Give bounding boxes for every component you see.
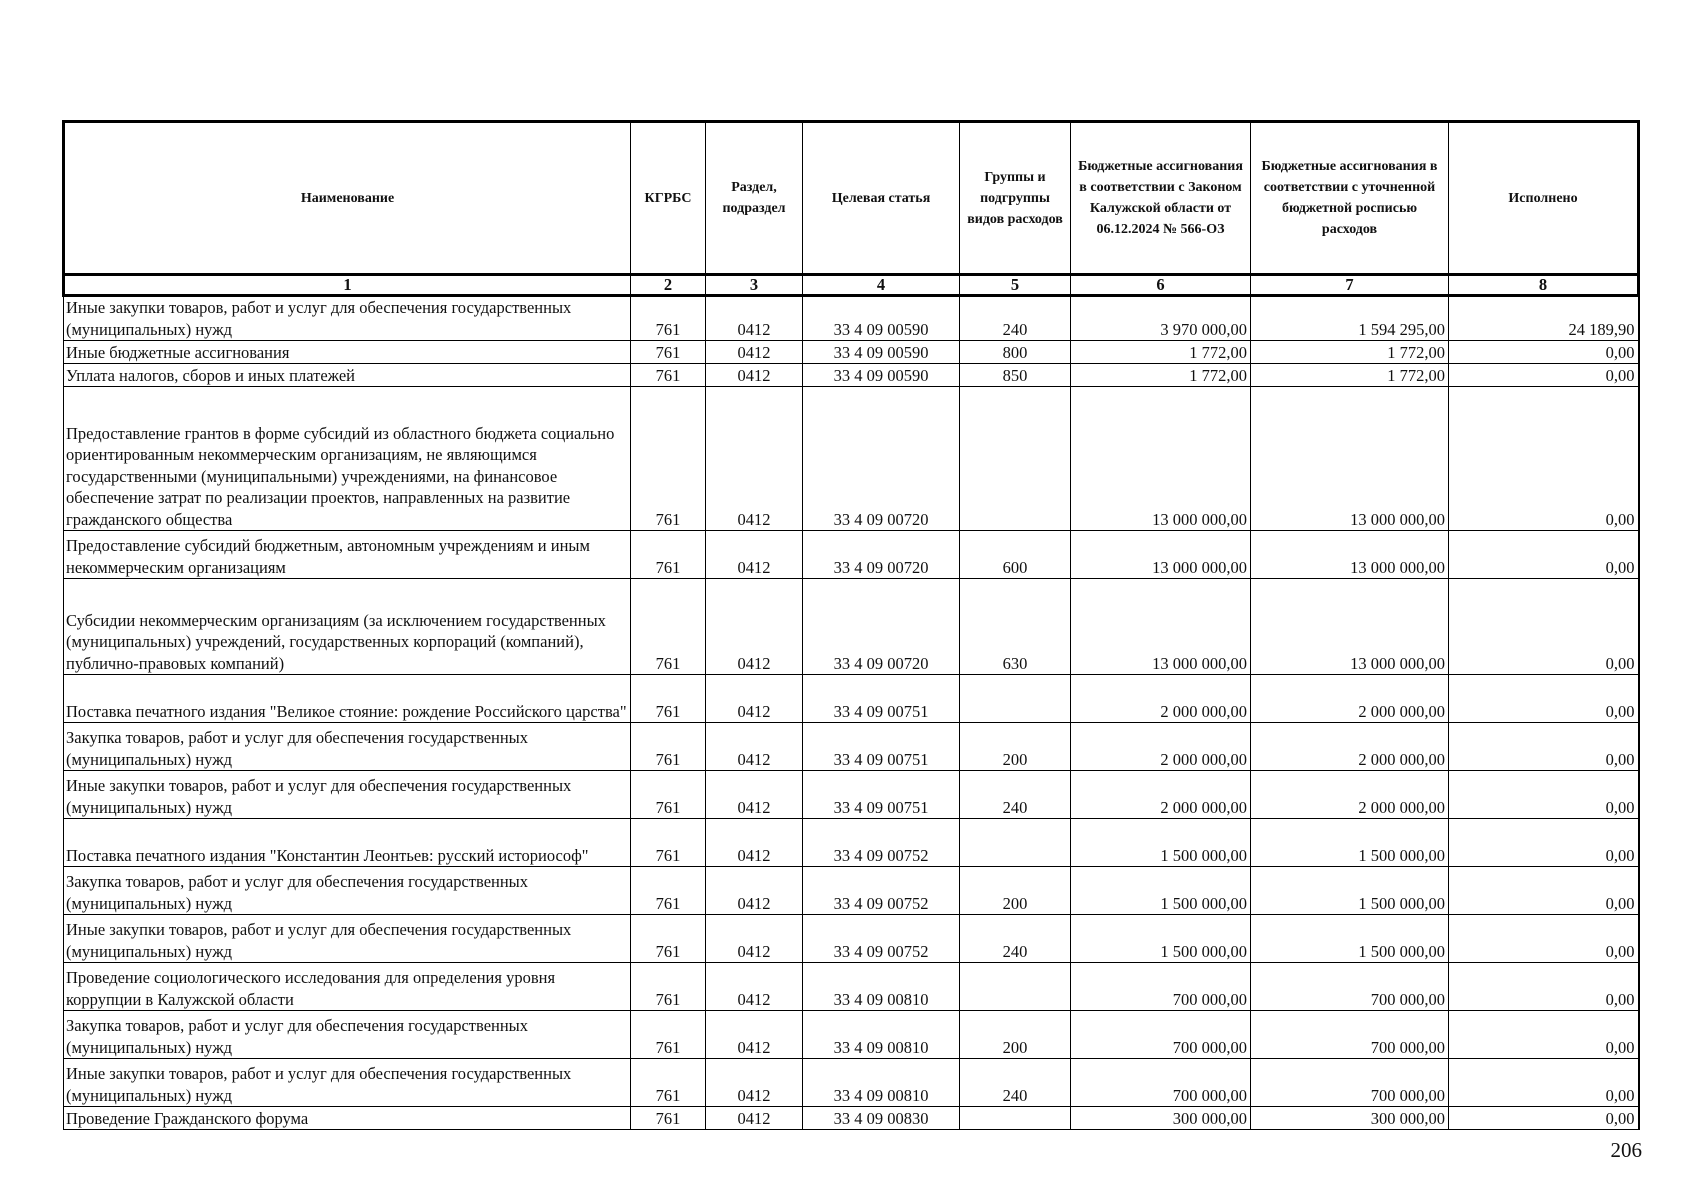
row-expense-group bbox=[960, 819, 1071, 867]
column-number: 7 bbox=[1251, 275, 1449, 296]
row-section: 0412 bbox=[706, 771, 803, 819]
row-plan-amount: 13 000 000,00 bbox=[1251, 387, 1449, 531]
row-name: Субсидии некоммерческим организациям (за исключением государственных (муниципальных) учреждений, государственных корпораций (компаний), публично-правовых компаний) bbox=[64, 579, 631, 675]
row-executed-amount: 24 189,90 bbox=[1449, 296, 1639, 341]
header-row bbox=[64, 122, 1639, 275]
row-name: Предоставление субсидий бюджетным, автономным учреждениям и иным некоммерческим организациям bbox=[64, 531, 631, 579]
row-expense-group: 240 bbox=[960, 1059, 1071, 1107]
column-number: 4 bbox=[803, 275, 960, 296]
row-plan-amount: 700 000,00 bbox=[1251, 963, 1449, 1011]
row-executed-amount: 0,00 bbox=[1449, 915, 1639, 963]
header-executed: Исполнено bbox=[1449, 122, 1639, 275]
row-executed-amount: 0,00 bbox=[1449, 867, 1639, 915]
row-expense-group bbox=[960, 387, 1071, 531]
row-section: 0412 bbox=[706, 1107, 803, 1130]
table-row bbox=[64, 296, 1639, 341]
row-target-article: 33 4 09 00751 bbox=[803, 723, 960, 771]
column-number: 2 bbox=[631, 275, 706, 296]
row-section: 0412 bbox=[706, 819, 803, 867]
table-body bbox=[64, 296, 1639, 1130]
budget-execution-table bbox=[62, 120, 1640, 1130]
row-plan-amount: 13 000 000,00 bbox=[1251, 579, 1449, 675]
row-name: Иные бюджетные ассигнования bbox=[64, 341, 631, 364]
row-section: 0412 bbox=[706, 531, 803, 579]
header-law-allocations: Бюджетные ассигнования в соответствии с Законом Калужской области от 06.12.2024 № 566-ОЗ bbox=[1071, 122, 1251, 275]
row-executed-amount: 0,00 bbox=[1449, 531, 1639, 579]
row-law-amount: 700 000,00 bbox=[1071, 1011, 1251, 1059]
row-kgrbs: 761 bbox=[631, 771, 706, 819]
row-plan-amount: 2 000 000,00 bbox=[1251, 675, 1449, 723]
row-target-article: 33 4 09 00810 bbox=[803, 1011, 960, 1059]
row-kgrbs: 761 bbox=[631, 364, 706, 387]
row-law-amount: 1 500 000,00 bbox=[1071, 915, 1251, 963]
budget-table-sheet bbox=[62, 120, 1637, 1130]
row-law-amount: 13 000 000,00 bbox=[1071, 387, 1251, 531]
row-section: 0412 bbox=[706, 723, 803, 771]
row-section: 0412 bbox=[706, 296, 803, 341]
table-row bbox=[64, 341, 1639, 364]
row-kgrbs: 761 bbox=[631, 723, 706, 771]
row-law-amount: 2 000 000,00 bbox=[1071, 675, 1251, 723]
row-expense-group: 800 bbox=[960, 341, 1071, 364]
row-plan-amount: 1 500 000,00 bbox=[1251, 915, 1449, 963]
page-number: 206 bbox=[1610, 1138, 1642, 1162]
row-expense-group: 200 bbox=[960, 867, 1071, 915]
row-expense-group: 850 bbox=[960, 364, 1071, 387]
row-executed-amount: 0,00 bbox=[1449, 1107, 1639, 1130]
row-expense-group bbox=[960, 1107, 1071, 1130]
row-law-amount: 700 000,00 bbox=[1071, 963, 1251, 1011]
row-kgrbs: 761 bbox=[631, 963, 706, 1011]
column-number: 6 bbox=[1071, 275, 1251, 296]
row-name: Иные закупки товаров, работ и услуг для обеспечения государственных (муниципальных) нужд bbox=[64, 915, 631, 963]
row-kgrbs: 761 bbox=[631, 675, 706, 723]
table-row bbox=[64, 364, 1639, 387]
row-name: Предоставление грантов в форме субсидий из областного бюджета социально ориентированным некоммерческим организациям, не являющимся государственными (муниципальными) учреждениями, на финансовое обеспечение затрат по реализации проектов, направленных на развитие гражданского общества bbox=[64, 387, 631, 531]
row-expense-group: 200 bbox=[960, 723, 1071, 771]
row-expense-group: 630 bbox=[960, 579, 1071, 675]
row-law-amount: 2 000 000,00 bbox=[1071, 723, 1251, 771]
row-section: 0412 bbox=[706, 387, 803, 531]
row-executed-amount: 0,00 bbox=[1449, 963, 1639, 1011]
header-kgrbs: КГРБС bbox=[631, 122, 706, 275]
row-target-article: 33 4 09 00590 bbox=[803, 296, 960, 341]
row-name: Иные закупки товаров, работ и услуг для обеспечения государственных (муниципальных) нужд bbox=[64, 1059, 631, 1107]
row-executed-amount: 0,00 bbox=[1449, 341, 1639, 364]
row-executed-amount: 0,00 bbox=[1449, 1059, 1639, 1107]
row-name: Поставка печатного издания "Великое стояние: рождение Российского царства" bbox=[64, 675, 631, 723]
row-law-amount: 1 500 000,00 bbox=[1071, 867, 1251, 915]
header-target-article: Целевая статья bbox=[803, 122, 960, 275]
row-name: Проведение Гражданского форума bbox=[64, 1107, 631, 1130]
header-expense-groups: Группы и подгруппы видов расходов bbox=[960, 122, 1071, 275]
table-row bbox=[64, 915, 1639, 963]
row-target-article: 33 4 09 00810 bbox=[803, 963, 960, 1011]
row-kgrbs: 761 bbox=[631, 915, 706, 963]
row-target-article: 33 4 09 00752 bbox=[803, 915, 960, 963]
row-plan-amount: 700 000,00 bbox=[1251, 1059, 1449, 1107]
row-name: Закупка товаров, работ и услуг для обеспечения государственных (муниципальных) нужд bbox=[64, 867, 631, 915]
row-plan-amount: 1 500 000,00 bbox=[1251, 819, 1449, 867]
row-executed-amount: 0,00 bbox=[1449, 1011, 1639, 1059]
row-kgrbs: 761 bbox=[631, 531, 706, 579]
row-section: 0412 bbox=[706, 364, 803, 387]
column-number: 1 bbox=[64, 275, 631, 296]
table-row bbox=[64, 771, 1639, 819]
row-section: 0412 bbox=[706, 579, 803, 675]
row-target-article: 33 4 09 00590 bbox=[803, 341, 960, 364]
table-row bbox=[64, 675, 1639, 723]
row-law-amount: 13 000 000,00 bbox=[1071, 579, 1251, 675]
row-law-amount: 700 000,00 bbox=[1071, 1059, 1251, 1107]
row-name: Закупка товаров, работ и услуг для обеспечения государственных (муниципальных) нужд bbox=[64, 1011, 631, 1059]
row-target-article: 33 4 09 00720 bbox=[803, 387, 960, 531]
row-section: 0412 bbox=[706, 1011, 803, 1059]
row-expense-group: 600 bbox=[960, 531, 1071, 579]
table-row bbox=[64, 1011, 1639, 1059]
table-row bbox=[64, 1059, 1639, 1107]
row-law-amount: 2 000 000,00 bbox=[1071, 771, 1251, 819]
row-plan-amount: 700 000,00 bbox=[1251, 1011, 1449, 1059]
row-expense-group bbox=[960, 963, 1071, 1011]
row-expense-group: 200 bbox=[960, 1011, 1071, 1059]
row-name: Иные закупки товаров, работ и услуг для обеспечения государственных (муниципальных) нужд bbox=[64, 296, 631, 341]
row-section: 0412 bbox=[706, 963, 803, 1011]
row-plan-amount: 2 000 000,00 bbox=[1251, 723, 1449, 771]
row-target-article: 33 4 09 00720 bbox=[803, 531, 960, 579]
row-name: Закупка товаров, работ и услуг для обеспечения государственных (муниципальных) нужд bbox=[64, 723, 631, 771]
column-number: 3 bbox=[706, 275, 803, 296]
column-number: 5 bbox=[960, 275, 1071, 296]
row-target-article: 33 4 09 00751 bbox=[803, 675, 960, 723]
table-row bbox=[64, 579, 1639, 675]
row-expense-group: 240 bbox=[960, 296, 1071, 341]
row-kgrbs: 761 bbox=[631, 1107, 706, 1130]
row-plan-amount: 1 772,00 bbox=[1251, 341, 1449, 364]
row-name: Поставка печатного издания "Константин Леонтьев: русский историософ" bbox=[64, 819, 631, 867]
row-target-article: 33 4 09 00751 bbox=[803, 771, 960, 819]
row-executed-amount: 0,00 bbox=[1449, 723, 1639, 771]
header-section: Раздел, подраздел bbox=[706, 122, 803, 275]
table-row bbox=[64, 963, 1639, 1011]
row-law-amount: 300 000,00 bbox=[1071, 1107, 1251, 1130]
table-row bbox=[64, 819, 1639, 867]
row-kgrbs: 761 bbox=[631, 341, 706, 364]
row-executed-amount: 0,00 bbox=[1449, 675, 1639, 723]
table-row bbox=[64, 723, 1639, 771]
row-plan-amount: 1 500 000,00 bbox=[1251, 867, 1449, 915]
table-row bbox=[64, 1107, 1639, 1130]
row-name: Иные закупки товаров, работ и услуг для обеспечения государственных (муниципальных) нужд bbox=[64, 771, 631, 819]
row-executed-amount: 0,00 bbox=[1449, 579, 1639, 675]
row-target-article: 33 4 09 00752 bbox=[803, 867, 960, 915]
row-name: Проведение социологического исследования для определения уровня коррупции в Калужской области bbox=[64, 963, 631, 1011]
row-kgrbs: 761 bbox=[631, 867, 706, 915]
row-section: 0412 bbox=[706, 1059, 803, 1107]
header-plan-allocations: Бюджетные ассигнования в соответствии с уточненной бюджетной росписью расходов bbox=[1251, 122, 1449, 275]
header-name: Наименование bbox=[64, 122, 631, 275]
row-section: 0412 bbox=[706, 915, 803, 963]
table-row bbox=[64, 867, 1639, 915]
row-law-amount: 13 000 000,00 bbox=[1071, 531, 1251, 579]
row-name: Уплата налогов, сборов и иных платежей bbox=[64, 364, 631, 387]
row-target-article: 33 4 09 00720 bbox=[803, 579, 960, 675]
row-section: 0412 bbox=[706, 675, 803, 723]
row-law-amount: 1 772,00 bbox=[1071, 364, 1251, 387]
row-kgrbs: 761 bbox=[631, 1059, 706, 1107]
row-kgrbs: 761 bbox=[631, 387, 706, 531]
row-law-amount: 3 970 000,00 bbox=[1071, 296, 1251, 341]
row-target-article: 33 4 09 00810 bbox=[803, 1059, 960, 1107]
row-plan-amount: 300 000,00 bbox=[1251, 1107, 1449, 1130]
row-section: 0412 bbox=[706, 341, 803, 364]
row-target-article: 33 4 09 00752 bbox=[803, 819, 960, 867]
row-plan-amount: 2 000 000,00 bbox=[1251, 771, 1449, 819]
row-plan-amount: 1 772,00 bbox=[1251, 364, 1449, 387]
row-expense-group: 240 bbox=[960, 915, 1071, 963]
row-expense-group bbox=[960, 675, 1071, 723]
table-row bbox=[64, 387, 1639, 531]
row-executed-amount: 0,00 bbox=[1449, 364, 1639, 387]
row-kgrbs: 761 bbox=[631, 1011, 706, 1059]
column-number: 8 bbox=[1449, 275, 1639, 296]
row-law-amount: 1 500 000,00 bbox=[1071, 819, 1251, 867]
row-kgrbs: 761 bbox=[631, 819, 706, 867]
column-number-row bbox=[64, 275, 1639, 296]
row-plan-amount: 13 000 000,00 bbox=[1251, 531, 1449, 579]
row-law-amount: 1 772,00 bbox=[1071, 341, 1251, 364]
row-executed-amount: 0,00 bbox=[1449, 387, 1639, 531]
row-kgrbs: 761 bbox=[631, 579, 706, 675]
row-executed-amount: 0,00 bbox=[1449, 819, 1639, 867]
table-row bbox=[64, 531, 1639, 579]
row-expense-group: 240 bbox=[960, 771, 1071, 819]
row-target-article: 33 4 09 00590 bbox=[803, 364, 960, 387]
row-target-article: 33 4 09 00830 bbox=[803, 1107, 960, 1130]
row-kgrbs: 761 bbox=[631, 296, 706, 341]
row-plan-amount: 1 594 295,00 bbox=[1251, 296, 1449, 341]
row-executed-amount: 0,00 bbox=[1449, 771, 1639, 819]
row-section: 0412 bbox=[706, 867, 803, 915]
